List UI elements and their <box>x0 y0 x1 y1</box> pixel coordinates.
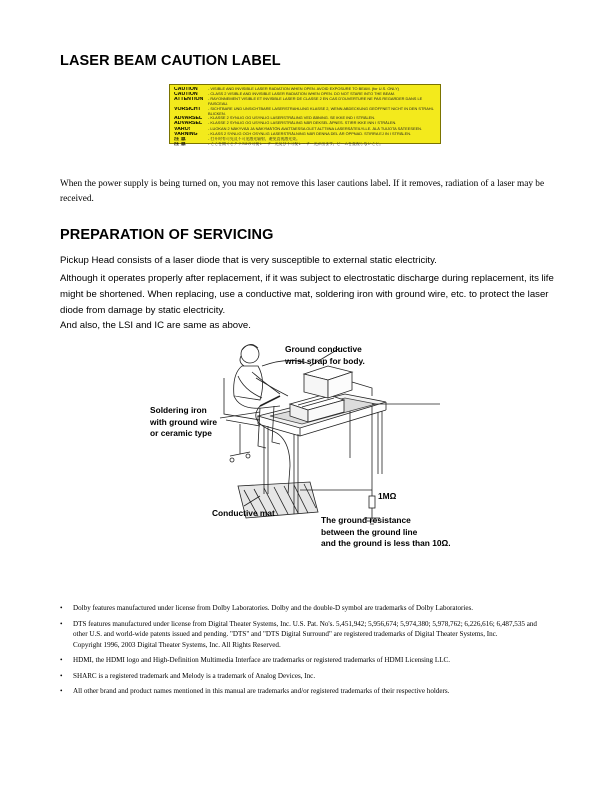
label-row-word: 注 意 <box>174 136 186 142</box>
label-row-text: - SICHTBARE UND UNSICHTBARE LASERSTRAHLUNG KLASSE 2, WENN ABDECKUNG GEÖFFNET NICHT IN DEN STRAHL BLICKEN. <box>208 106 434 116</box>
equipment-box-icon <box>304 366 352 398</box>
resistor-value-label: 1MΩ <box>378 491 397 501</box>
label-row-text: - ここを開くとクラス2の可視レーザー光及び不可視レーザー光が出ます。ビームを直視しないこと。 <box>208 141 384 146</box>
bullet-icon: • <box>60 671 63 680</box>
footnote-dolby: • Dolby features manufactured under license from Dolby Laboratories. Dolby and the double-D symbol are trademarks of Dolby Laboratories. <box>60 604 474 612</box>
label-row-text: - VISIBLE AND INVISIBLE LASER RADIATION WHEN OPEN. AVOID EXPOSURE TO BEAM. (for U.S. ONLY) <box>208 87 399 91</box>
dts-copyright: Copyright 1996, 2003 Digital Theater Systems, Inc. All Rights Reserved. <box>73 640 281 649</box>
iron-leader-line <box>220 412 260 418</box>
footnote-dts: • DTS features manufactured under license from Digital Theater Systems, Inc. U.S. Pat. No's. 5,451,942; 5,956,674; 5,974,380; 5,978,762; 6,226,616; 6,487,535 and other U.S. and world-wide patents issued and pending. "DTS" and "DTS Digital Surround" are registered trademarks of Digital Theater Systems, Inc. Copyright 1996, 2003 Digital Theater Systems, Inc. All Rights Reserved. <box>60 619 552 651</box>
ground-resistance-callout: The ground resistance between the ground line and the ground is less than 10Ω. <box>321 515 451 548</box>
label-row <box>174 97 436 107</box>
label-row-word: 注 意 <box>174 141 186 147</box>
label-row <box>174 142 436 147</box>
footnote-hdmi: • HDMI, the HDMI logo and High-Definition Multimedia Interface are trademarks or registered trademarks of HDMI Licensing LLC. <box>60 656 451 664</box>
conductive-mat-callout: Conductive mat <box>212 508 275 518</box>
footnote-other-brands: • All other brand and product names mentioned in this manual are trademarks and/or registered trademarks of their respective holders. <box>60 687 450 695</box>
label-row-text: - KLASSE 2 SYNLIG OG USYNLIG LASERSTRÅLING VED ÅBNING. SE IKKE IND I STRÅLEN. <box>208 116 376 121</box>
label-row-text: - RAYONNEMENT VISIBLE ET INVISIBLE LASER DE CLASSE 2 EN CAS D'OUVERTURE NE PAS REGARDER DANS LE FAISCEAU. <box>208 97 423 106</box>
label-row-word: ATTENTION <box>174 97 204 103</box>
label-row-word: CAUTION <box>174 87 198 92</box>
label-row-text: - KLASS 2 SYNLIG OCH OSYNLIG LASERSTRÅLNING NÄR DENNA DEL ÄR ÖPPNAD. STIRRA EJ IN I STRÅLEN. <box>208 131 412 136</box>
bullet-icon: • <box>60 619 63 628</box>
wrist-strap-callout: Ground conductive wrist strap for body. <box>285 344 365 366</box>
footnote-sharc: • SHARC is a registered trademark and Melody is a trademark of Analog Devices, Inc. <box>60 671 316 680</box>
lsi-ic-paragraph: And also, the LSI and IC are same as above. <box>60 320 251 331</box>
label-row-text: - CLASS 2 VISIBLE AND INVISIBLE LASER RADIATION WHEN OPEN. DO NOT STARE INTO THE BEAM. <box>208 92 396 97</box>
laser-caution-label <box>169 84 441 147</box>
label-row-word: CAUTION <box>174 92 198 98</box>
label-row-text: - KLASSE 2 SYNLIG OG USYNLIG LASERSTRÅLING NÅR DEKSEL ÅPNES. STIRR IKKE INN I STRÅLEN. <box>208 121 397 126</box>
device-icon <box>290 394 344 422</box>
trademark-footnotes <box>60 603 552 702</box>
label-row-word: ADVARSEL <box>174 121 203 127</box>
bullet-icon: • <box>60 604 63 612</box>
label-row-word: VARO! <box>174 126 191 132</box>
label-row-word: ADVARSEL <box>174 116 203 122</box>
esd-paragraph: Although it operates properly after replacement, if it was subject to electrostatic discharge during replacement, its life might be shortened. When replacing, use a conductive mat, soldering iron with ground wire, etc. to protect the laser diode from damage by static electricity. <box>60 273 554 316</box>
label-removal-note: When the power supply is being turned on, you may not remove this laser cautions label. If it removes, radiation of a laser may be received. <box>60 179 545 204</box>
label-row-word: VORSICHT <box>174 106 201 112</box>
preparation-heading: PREPARATION OF SERVICING <box>60 227 274 243</box>
label-row-text: - 打开时有可见及不可见激光辐射，避免直视激光束。 <box>208 136 300 141</box>
label-row-word: VARNING <box>174 131 198 137</box>
laser-label-heading: LASER BEAM CAUTION LABEL <box>60 53 281 69</box>
soldering-iron-callout: Soldering iron with ground wire or ceramic type <box>150 405 217 438</box>
label-row-text: - LUOKAN 2 NÄKYVÄÄ JA NÄKYMÄTÖN AVATTAESSA OLET ALTTIINA LASERSÄTEILYLLE. ÄLÄ TUIJOTA SÄTEESEEN. <box>208 126 423 131</box>
bullet-icon: • <box>60 687 63 695</box>
bullet-icon: • <box>60 656 63 664</box>
label-row <box>174 107 436 117</box>
pickup-head-paragraph: Pickup Head consists of a laser diode that is very susceptible to external static electricity. <box>60 255 437 266</box>
